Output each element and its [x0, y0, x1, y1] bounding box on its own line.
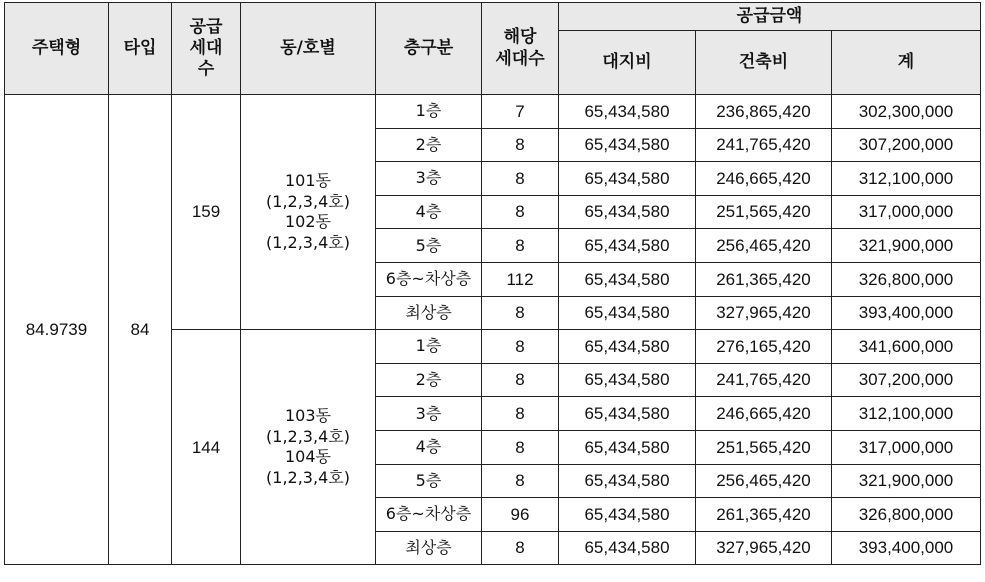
- table-row: [5, 95, 981, 129]
- dong-ho-line: (1,2,3,4호): [266, 232, 350, 252]
- total-price-cell: 317,000,000: [832, 195, 981, 229]
- units-cell: 8: [482, 128, 559, 162]
- land-price-cell: 65,434,580: [559, 363, 696, 397]
- header-supply-units-line-2: 세대: [189, 37, 223, 58]
- land-price-cell: 65,434,580: [559, 162, 696, 196]
- header-building: 건축비: [696, 31, 832, 95]
- floor-cell: 2층: [376, 363, 482, 397]
- floor-cell: 2층: [376, 128, 482, 162]
- header-supply-units-line-1: 공급: [189, 16, 223, 37]
- building-price-cell: 246,665,420: [696, 397, 832, 431]
- land-price-cell: 65,434,580: [559, 296, 696, 330]
- floor-cell: 최상층: [376, 296, 482, 330]
- dong-ho-cell: [241, 95, 376, 330]
- units-cell: 8: [482, 162, 559, 196]
- floor-cell: 최상층: [376, 531, 482, 565]
- header-land: 대지비: [559, 31, 696, 95]
- total-price-cell: 321,900,000: [832, 229, 981, 263]
- units-cell: 7: [482, 95, 559, 129]
- total-price-cell: 312,100,000: [832, 162, 981, 196]
- building-price-cell: 251,565,420: [696, 195, 832, 229]
- building-price-cell: 251,565,420: [696, 430, 832, 464]
- land-price-cell: 65,434,580: [559, 397, 696, 431]
- building-price-cell: 241,765,420: [696, 363, 832, 397]
- header-units: [482, 3, 559, 95]
- floor-cell: 3층: [376, 162, 482, 196]
- dong-ho-line: 104동: [285, 447, 331, 467]
- building-price-cell: 261,365,420: [696, 498, 832, 532]
- building-price-cell: 327,965,420: [696, 531, 832, 565]
- units-cell: 8: [482, 195, 559, 229]
- supply-price-table: [4, 2, 981, 565]
- building-price-cell: 241,765,420: [696, 128, 832, 162]
- dong-ho-line: (1,2,3,4호): [266, 426, 350, 446]
- land-price-cell: 65,434,580: [559, 498, 696, 532]
- header-total: 계: [832, 31, 981, 95]
- floor-cell: 6층~차상층: [376, 498, 482, 532]
- land-price-cell: 65,434,580: [559, 531, 696, 565]
- units-cell: 8: [482, 531, 559, 565]
- floor-cell: 3층: [376, 397, 482, 431]
- total-price-cell: 326,800,000: [832, 498, 981, 532]
- units-cell: 96: [482, 498, 559, 532]
- building-price-cell: 261,365,420: [696, 262, 832, 296]
- header-type: 타입: [109, 3, 172, 95]
- units-cell: 112: [482, 262, 559, 296]
- type-cell: 84: [109, 95, 172, 565]
- floor-cell: 6층~차상층: [376, 262, 482, 296]
- building-price-cell: 327,965,420: [696, 296, 832, 330]
- total-price-cell: 393,400,000: [832, 296, 981, 330]
- header-housing-type: 주택형: [5, 3, 109, 95]
- units-cell: 8: [482, 363, 559, 397]
- total-price-cell: 341,600,000: [832, 330, 981, 364]
- floor-cell: 4층: [376, 195, 482, 229]
- units-cell: 8: [482, 229, 559, 263]
- land-price-cell: 65,434,580: [559, 195, 696, 229]
- dong-ho-line: 102동: [285, 212, 331, 232]
- table-body: [5, 95, 981, 565]
- header-floor: 층구분: [376, 3, 482, 95]
- total-price-cell: 317,000,000: [832, 430, 981, 464]
- land-price-cell: 65,434,580: [559, 430, 696, 464]
- land-price-cell: 65,434,580: [559, 95, 696, 129]
- supply-units-cell: 159: [172, 95, 241, 330]
- floor-cell: 4층: [376, 430, 482, 464]
- units-cell: 8: [482, 464, 559, 498]
- units-cell: 8: [482, 296, 559, 330]
- land-price-cell: 65,434,580: [559, 262, 696, 296]
- floor-cell: 1층: [376, 95, 482, 129]
- header-supply-units: [172, 3, 241, 95]
- header-units-line-1: 해당: [503, 27, 537, 48]
- units-cell: 8: [482, 430, 559, 464]
- header-units-line-2: 세대수: [495, 48, 545, 69]
- floor-cell: 1층: [376, 330, 482, 364]
- dong-ho-cell: [241, 330, 376, 565]
- floor-cell: 5층: [376, 229, 482, 263]
- building-price-cell: 256,465,420: [696, 229, 832, 263]
- units-cell: 8: [482, 330, 559, 364]
- total-price-cell: 307,200,000: [832, 128, 981, 162]
- housing-type-cell: 84.9739: [5, 95, 109, 565]
- total-price-cell: 307,200,000: [832, 363, 981, 397]
- total-price-cell: 302,300,000: [832, 95, 981, 129]
- total-price-cell: 393,400,000: [832, 531, 981, 565]
- land-price-cell: 65,434,580: [559, 330, 696, 364]
- dong-ho-line: (1,2,3,4호): [266, 191, 350, 211]
- floor-cell: 5층: [376, 464, 482, 498]
- building-price-cell: 246,665,420: [696, 162, 832, 196]
- header-dong-ho: 동/호별: [241, 3, 376, 95]
- land-price-cell: 65,434,580: [559, 229, 696, 263]
- header-supply-price: 공급금액: [559, 3, 981, 31]
- total-price-cell: 312,100,000: [832, 397, 981, 431]
- dong-ho-line: 103동: [285, 406, 331, 426]
- dong-ho-line: (1,2,3,4호): [266, 467, 350, 487]
- supply-units-cell: 144: [172, 330, 241, 565]
- building-price-cell: 236,865,420: [696, 95, 832, 129]
- total-price-cell: 326,800,000: [832, 262, 981, 296]
- units-cell: 8: [482, 397, 559, 431]
- header-supply-units-line-3: 수: [197, 59, 215, 80]
- dong-ho-line: 101동: [285, 171, 331, 191]
- building-price-cell: 276,165,420: [696, 330, 832, 364]
- building-price-cell: 256,465,420: [696, 464, 832, 498]
- total-price-cell: 321,900,000: [832, 464, 981, 498]
- land-price-cell: 65,434,580: [559, 128, 696, 162]
- land-price-cell: 65,434,580: [559, 464, 696, 498]
